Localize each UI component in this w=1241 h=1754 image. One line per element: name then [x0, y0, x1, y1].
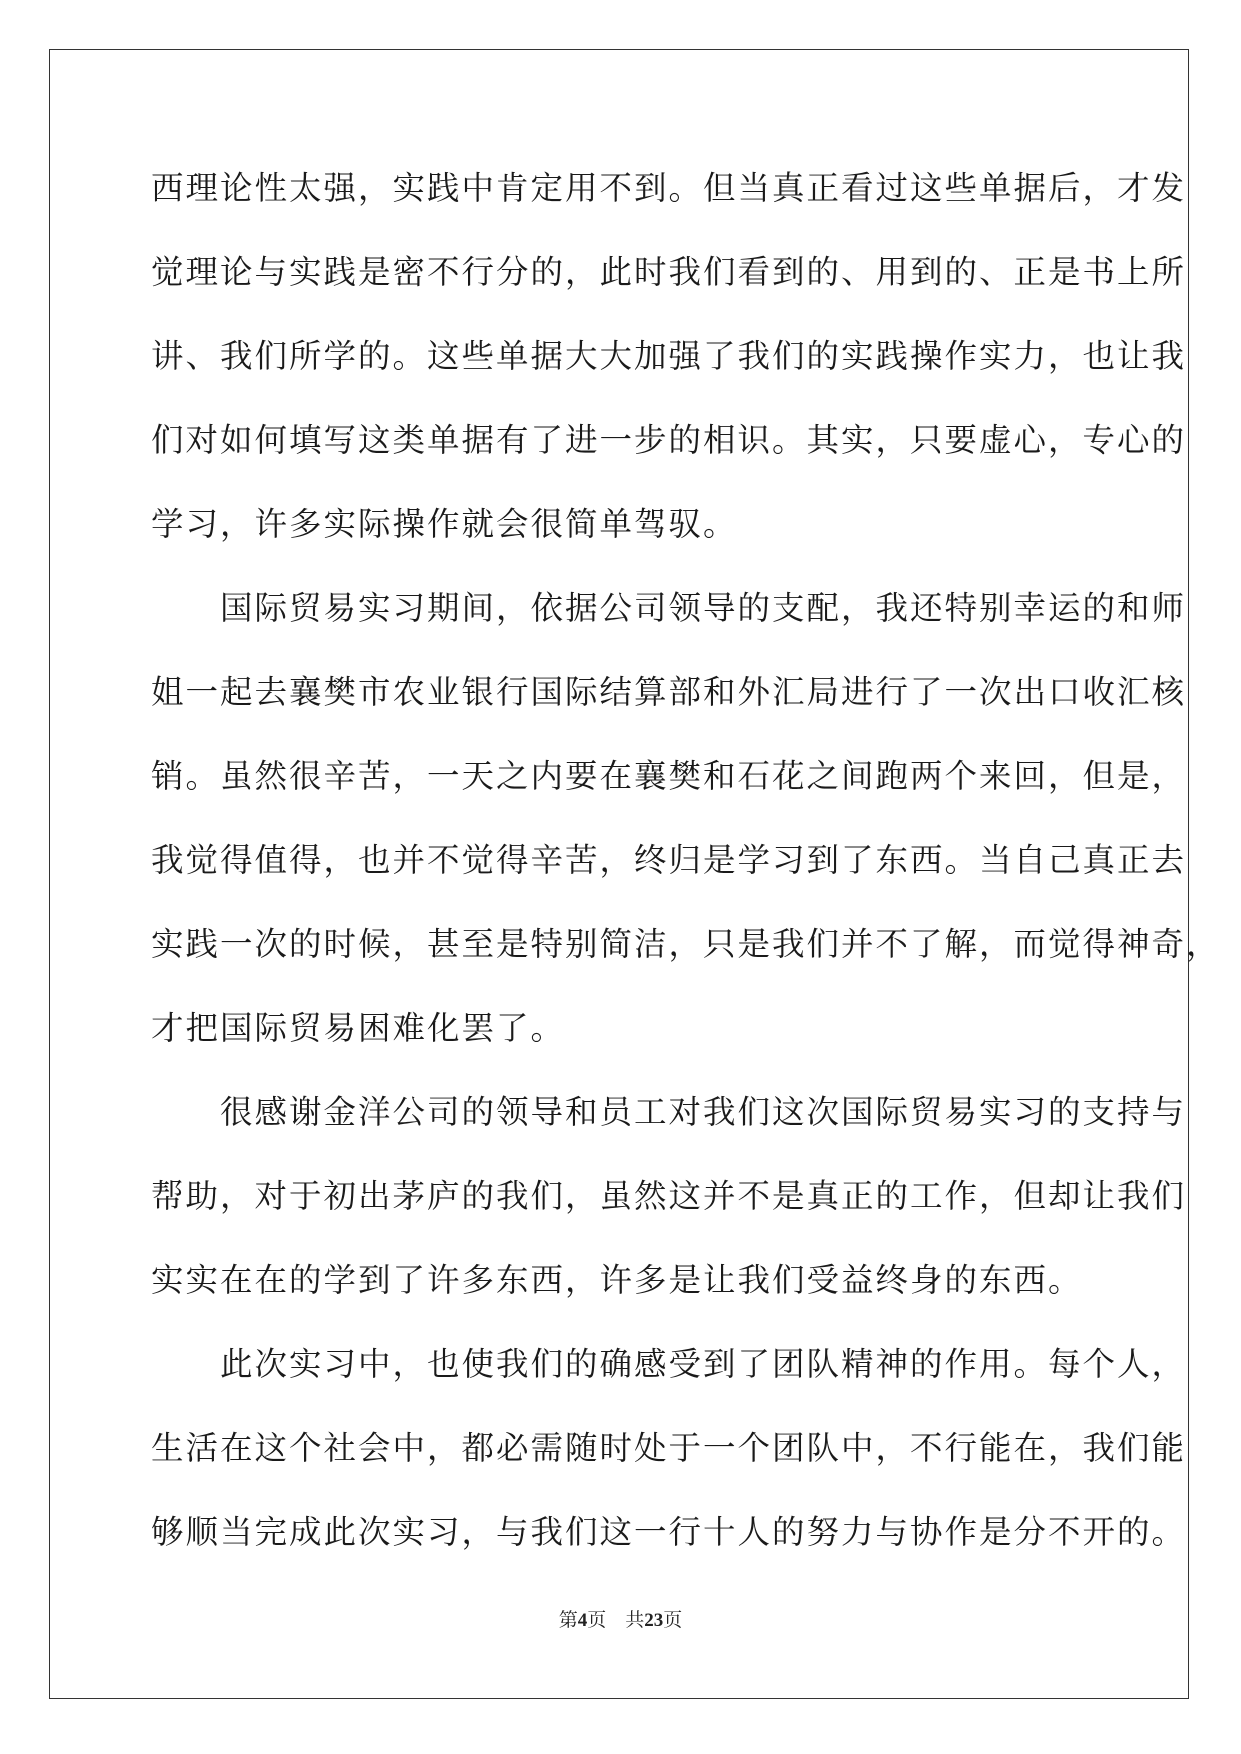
text-line: 实践一次的时候，甚至是特别简洁，只是我们并不了解，而觉得神奇， — [151, 925, 1221, 963]
text-line: 销。虽然很辛苦，一天之内要在襄樊和石花之间跑两个来回，但是， — [151, 757, 1187, 795]
text-line: 生活在这个社会中，都必需随时处于一个团队中，不行能在，我们能 — [151, 1429, 1187, 1467]
text-line: 讲、我们所学的。这些单据大大加强了我们的实践操作实力，也让我 — [151, 337, 1187, 375]
footer-prefix: 第 — [558, 1610, 578, 1631]
text-line: 帮助，对于初出茅庐的我们，虽然这并不是真正的工作，但却让我们 — [151, 1177, 1187, 1215]
text-line: 够顺当完成此次实习，与我们这一行十人的努力与协作是分不开的。 — [151, 1513, 1187, 1551]
text-line: 我觉得值得，也并不觉得辛苦，终归是学习到了东西。当自己真正去 — [151, 841, 1187, 879]
text-line: 才把国际贸易困难化罢了。 — [151, 1009, 566, 1047]
text-line: 觉理论与实践是密不行分的，此时我们看到的、用到的、正是书上所 — [151, 253, 1187, 291]
text-line: 西理论性太强，实践中肯定用不到。但当真正看过这些单据后，才发 — [151, 169, 1187, 207]
text-line: 此次实习中，也使我们的确感受到了团队精神的作用。每个人， — [151, 1345, 1187, 1383]
text-line: 学习，许多实际操作就会很简单驾驭。 — [151, 505, 738, 543]
total-pages: 23 — [644, 1610, 664, 1631]
text-line: 很感谢金洋公司的领导和员工对我们这次国际贸易实习的支持与 — [151, 1093, 1187, 1131]
text-line: 们对如何填写这类单据有了进一步的相识。其实，只要虚心，专心的 — [151, 421, 1187, 459]
footer-total-suffix: 页 — [663, 1610, 683, 1631]
footer-page-suffix: 页 — [587, 1610, 607, 1631]
text-line: 姐一起去襄樊市农业银行国际结算部和外汇局进行了一次出口收汇核 — [151, 673, 1187, 711]
footer-total-prefix: 共 — [625, 1610, 645, 1631]
text-line: 实实在在的学到了许多东西，许多是让我们受益终身的东西。 — [151, 1261, 1083, 1299]
text-line: 国际贸易实习期间，依据公司领导的支配，我还特别幸运的和师 — [151, 589, 1187, 627]
page-footer — [0, 1605, 1241, 1632]
page-number: 4 — [577, 1610, 588, 1631]
document-body — [151, 158, 1221, 1586]
